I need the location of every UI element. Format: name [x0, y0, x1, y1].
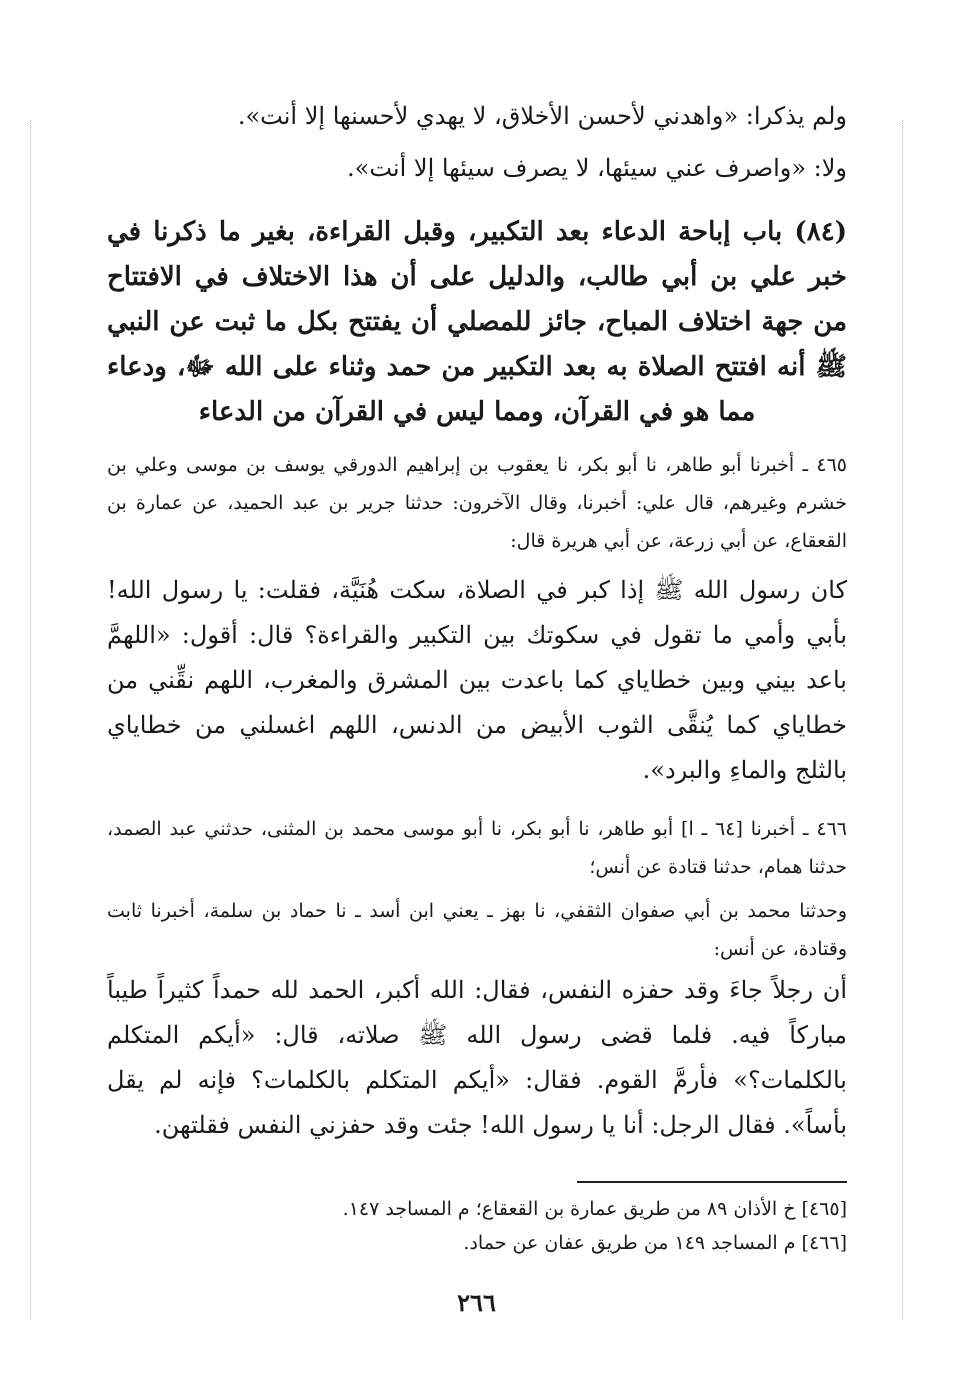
hadith-466-isnad: ٤٦٦ ـ أخبرنا [٦٤ ـ ا] أبو طاهر، نا أبو بكر، نا أبو موسى محمد بن المثنى، حدثني عبد الصمد، حدثنا همام، حدثنا قتادة عن أنس؛ [107, 818, 847, 878]
footnote-466: [٤٦٦] م المساجد ١٤٩ من طريق عفان عن حماد. [463, 1232, 847, 1254]
intro-line-2: ولا: «واصرف عني سيئها، لا يصرف سيئها إلا أنت». [347, 154, 847, 182]
page-number: ٢٦٦ [457, 1288, 496, 1317]
hadith-466-matn: أن رجلاً جاءَ وقد حفزه النفس، فقال: الله أكبر، الحمد لله حمداً كثيراً طيباً مباركاً فيه. فلما قضى رسول الله ﷺ صلاته، قال: «أيكم المتكلم بالكلمات؟» فأرمَّ القوم. فقال: «أيكم المتكلم بالكلمات؟ فإنه لم يقل بأساً». فقال الرجل: أنا يا رسول الله! جئت وقد حفزني النفس فقلتهن. [107, 976, 848, 1139]
chapter-heading: (٨٤) باب إباحة الدعاء بعد التكبير، وقبل القراءة، بغير ما ذكرنا في خبر علي بن أبي طالب، والدليل على أن هذا الاختلاف في الافتتاح من جهة اختلاف المباح، جائز للمصلي أن يفتتح بكل ما ثبت عن النبي ﷺ أنه افتتح الصلاة به بعد التكبير من حمد وثناء على الله ﷻ، ودعاء مما هو في القرآن، ومما ليس في القرآن من الدعاء [107, 217, 847, 427]
footnote-465: [٤٦٥] خ الأذان ٨٩ من طريق عمارة بن القعقاع؛ م المساجد ١٤٧. [342, 1198, 847, 1220]
hadith-465-isnad: ٤٦٥ ـ أخبرنا أبو طاهر، نا أبو بكر، نا يعقوب بن إبراهيم الدورقي يوسف بن موسى وعلي بن خشرم وغيرهم، قال علي: أخبرنا، وقال الآخرون: حدثنا جرير بن عبد الحميد، عن عمارة بن القعقاع، عن أبي زرعة، عن أبي هريرة قال: [107, 454, 847, 552]
scan-margin-right [900, 120, 903, 1320]
hadith-466-isnad-second-chain: وحدثنا محمد بن أبي صفوان الثقفي، نا بهز ـ يعني ابن أسد ـ نا حماد بن سلمة، أخبرنا ثابت وقتادة، عن أنس: [107, 900, 847, 960]
footnote-separator [577, 1181, 847, 1183]
intro-line-1: ولم يذكرا: «واهدني لأحسن الأخلاق، لا يهدي لأحسنها إلا أنت». [237, 102, 847, 130]
hadith-465-matn: كان رسول الله ﷺ إذا كبر في الصلاة، سكت هُنَيَّة، فقلت: يا رسول الله! بأبي وأمي ما تقول في سكوتك بين التكبير والقراءة؟ قال: أقول: «اللهمَّ باعد بيني وبين خطاياي كما باعدت بين المشرق والمغرب، اللهم نقِّني من خطاياي كما يُنقَّى الثوب الأبيض من الدنس، اللهم اغسلني من خطاياي بالثلج والماءِ والبرد». [107, 576, 848, 784]
scan-margin-left [28, 120, 31, 1320]
footnotes [107, 1192, 847, 1260]
intro-paragraph [107, 90, 847, 194]
